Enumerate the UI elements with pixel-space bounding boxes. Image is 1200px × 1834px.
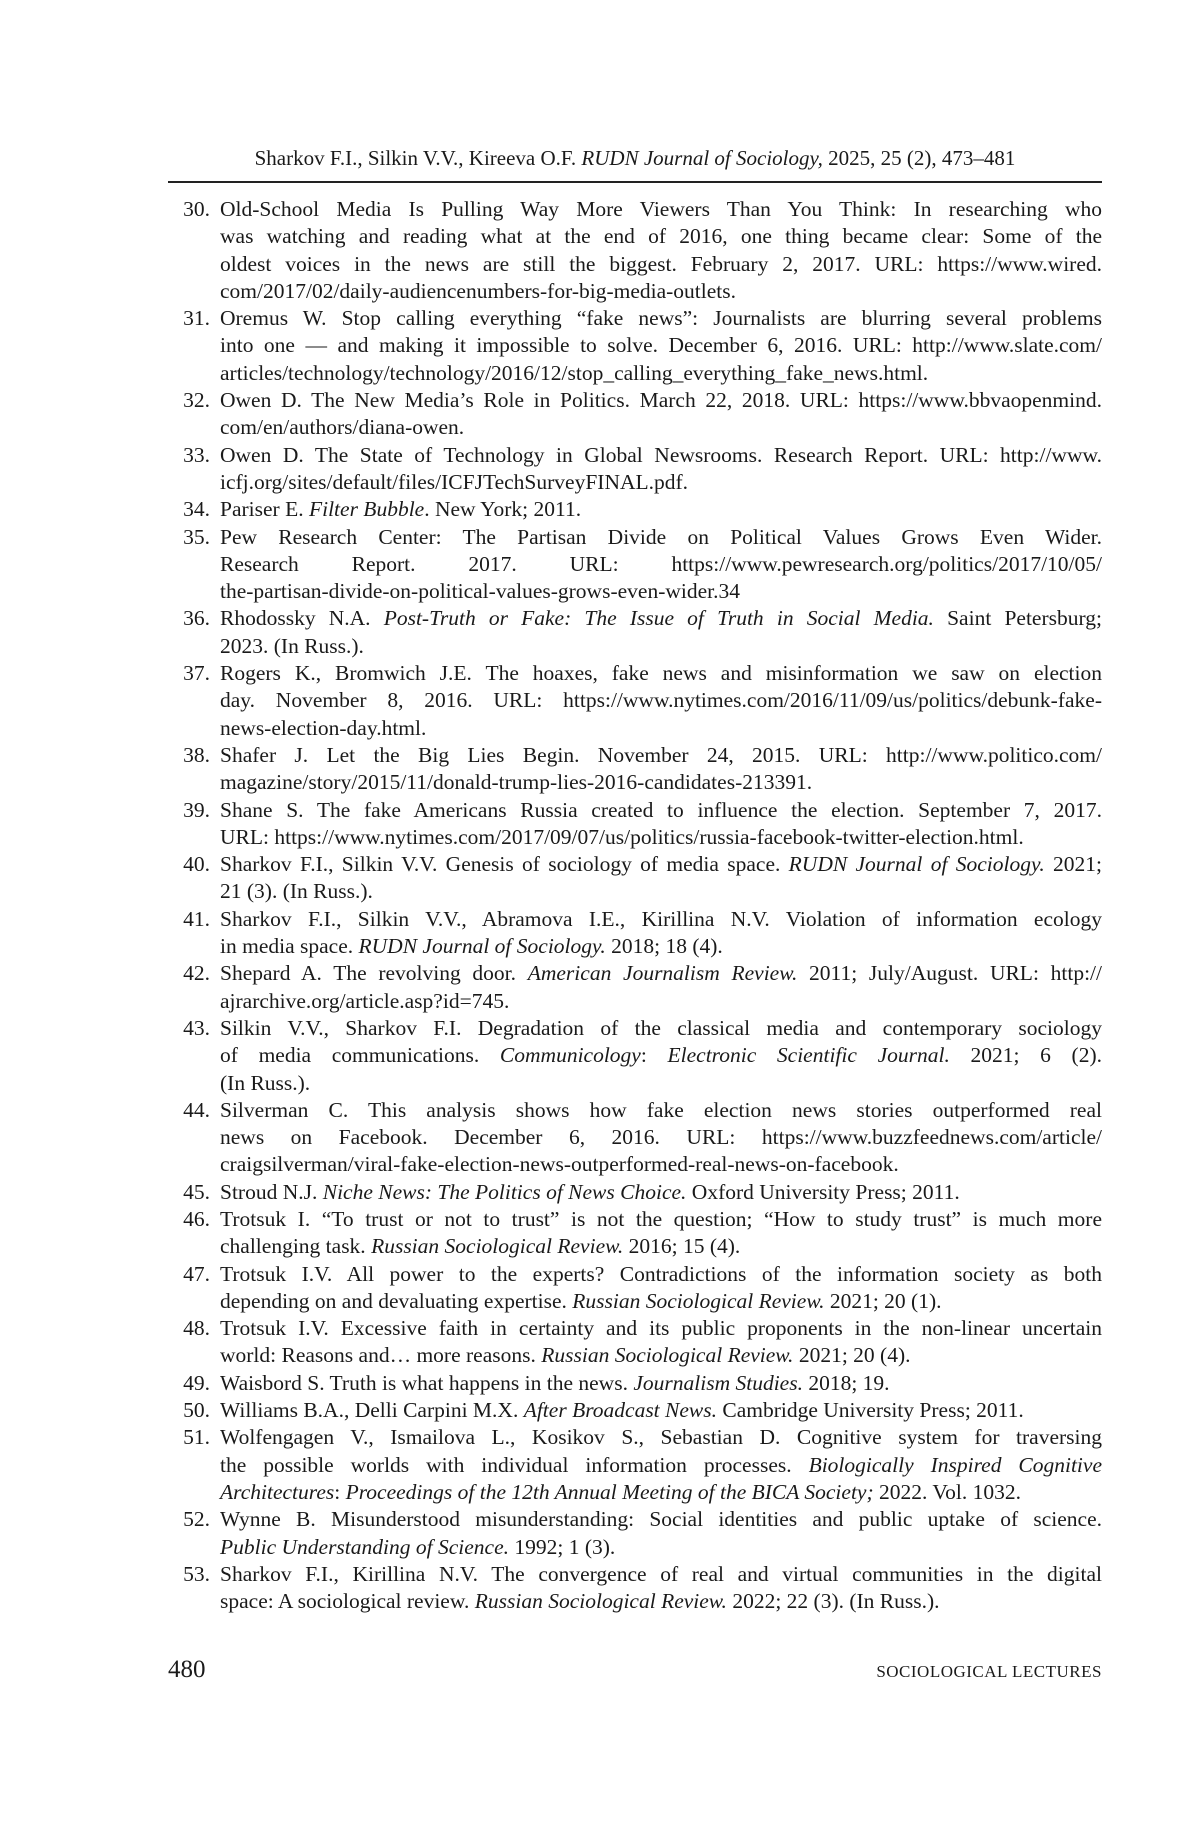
reference-number: 35. [183, 524, 210, 549]
text-segment: Williams B.A., Delli Carpini M.X. [220, 1398, 524, 1423]
reference-item [168, 960, 1102, 1015]
reference-item [168, 1261, 1102, 1316]
text-segment: space: A sociological review. [220, 1589, 475, 1614]
reference-text [220, 387, 1102, 442]
reference-line [220, 1097, 1102, 1124]
reference-text [220, 1179, 1102, 1206]
reference-number: 43. [183, 1015, 210, 1040]
text-segment: : [640, 1043, 668, 1068]
italic-text: Architectures [220, 1479, 335, 1504]
text-segment: Shane S. The fake Americans Russia created to influence the election. September 7, 2017. [220, 797, 1102, 822]
text-segment: news-election-day.html. [220, 715, 427, 740]
line-content [220, 223, 1102, 250]
reference-line [220, 1124, 1102, 1151]
reference-text [220, 442, 1102, 497]
reference-item [168, 387, 1102, 442]
reference-line [220, 1015, 1102, 1042]
reference-line [220, 305, 1102, 332]
text-segment: challenging task. [220, 1234, 372, 1259]
line-content [220, 1042, 1102, 1069]
line-content [220, 360, 928, 387]
text-segment: 2021; 20 (1). [824, 1288, 942, 1313]
text-segment: of media communications. [220, 1043, 500, 1068]
reference-text [220, 797, 1102, 852]
text-segment: 1992; 1 (3). [509, 1534, 616, 1559]
reference-line [220, 1070, 1102, 1097]
reference-line [220, 1506, 1102, 1533]
text-segment: depending on and devaluating expertise. [220, 1288, 573, 1313]
line-content [220, 1561, 1102, 1588]
reference-line [220, 1479, 1102, 1506]
italic-text: Russian Sociological Review. [474, 1589, 727, 1614]
text-segment: Pew Research Center: The Partisan Divide on Political Values Grows Even Wider. [220, 524, 1102, 549]
reference-item [168, 524, 1102, 606]
reference-line [220, 687, 1102, 714]
reference-item [168, 1015, 1102, 1097]
text-segment: 2021; [1044, 852, 1103, 877]
reference-item [168, 1506, 1102, 1561]
text-segment: 2021; 20 (4). [793, 1343, 911, 1368]
running-header [168, 146, 1102, 171]
reference-line [220, 1288, 1102, 1315]
reference-line [220, 442, 1102, 469]
text-segment: 2022; 22 (3). (In Russ.). [726, 1589, 940, 1614]
line-content [220, 1342, 910, 1369]
text-segment: world: Reasons and… more reasons. [220, 1343, 542, 1368]
reference-line [220, 1397, 1102, 1424]
text-segment: icfj.org/sites/default/files/ICFJTechSurveyFINAL.pdf. [220, 469, 689, 494]
text-segment: day. November 8, 2016. URL: https://www.nytimes.com/2016/11/09/us/politics/debunk-fake- [220, 688, 1102, 713]
italic-text: Russian Sociological Review. [572, 1288, 825, 1313]
reference-line [220, 360, 1102, 387]
line-content [220, 878, 373, 905]
line-content [220, 960, 1102, 987]
line-content [220, 906, 1102, 933]
italic-text: American Journalism Review. [527, 961, 798, 986]
italic-text: Niche News: The Politics of News Choice. [322, 1179, 687, 1204]
text-segment: . New York; 2011. [424, 497, 582, 522]
text-segment: was watching and reading what at the end of 2016, one thing became clear: Some of the [220, 224, 1102, 249]
line-content [220, 1233, 740, 1260]
reference-number: 31. [183, 306, 210, 331]
reference-line [220, 660, 1102, 687]
reference-number: 49. [183, 1370, 210, 1395]
header-rule [168, 181, 1102, 183]
reference-number: 36. [183, 606, 210, 631]
reference-text [220, 1206, 1102, 1261]
reference-text [220, 196, 1102, 305]
reference-line [220, 1233, 1102, 1260]
reference-number: 40. [183, 852, 210, 877]
reference-item [168, 496, 1102, 523]
text-segment: magazine/story/2015/11/donald-trump-lies-2016-candidates-213391. [220, 770, 813, 795]
reference-item [168, 1424, 1102, 1506]
reference-number: 52. [183, 1507, 210, 1532]
text-segment: : [334, 1479, 346, 1504]
text-segment: 2023. (In Russ.). [220, 633, 364, 658]
line-content [220, 524, 1102, 551]
italic-text: Proceedings of the 12th Annual Meeting of the BICA Society; [345, 1479, 874, 1504]
italic-text: Electronic Scientific Journal. [667, 1043, 950, 1068]
reference-line [220, 633, 1102, 660]
reference-text [220, 524, 1102, 606]
reference-item [168, 1206, 1102, 1261]
reference-text [220, 906, 1102, 961]
reference-item [168, 1097, 1102, 1179]
line-content [220, 742, 1102, 769]
text-segment: 2011; July/August. URL: http:// [797, 961, 1102, 986]
reference-number: 37. [183, 661, 210, 686]
reference-number: 47. [183, 1261, 210, 1286]
reference-number: 51. [183, 1425, 210, 1450]
reference-line [220, 1261, 1102, 1288]
reference-text [220, 1561, 1102, 1616]
reference-text [220, 605, 1102, 660]
text-segment: URL: https://www.nytimes.com/2017/09/07/us/politics/russia-facebook-twitter-election.html. [220, 824, 1024, 849]
reference-line [220, 223, 1102, 250]
line-content [220, 660, 1102, 687]
italic-text: Filter Bubble [308, 497, 425, 522]
text-segment: in media space. [220, 934, 359, 959]
reference-item [168, 742, 1102, 797]
reference-line [220, 251, 1102, 278]
line-content [220, 1479, 1021, 1506]
line-content [220, 1534, 615, 1561]
text-segment: Stroud N.J. [220, 1179, 323, 1204]
text-segment: Oxford University Press; 2011. [686, 1179, 960, 1204]
text-segment: news on Facebook. December 6, 2016. URL: https://www.buzzfeednews.com/article/ [220, 1125, 1102, 1150]
text-segment: ajrarchive.org/article.asp?id=745. [220, 988, 510, 1013]
italic-text: Communicology [499, 1043, 641, 1068]
text-segment: Silverman C. This analysis shows how fake election news stories outperformed real [220, 1097, 1102, 1122]
reference-line [220, 988, 1102, 1015]
reference-line [220, 1452, 1102, 1479]
reference-number: 38. [183, 742, 210, 767]
text-segment: craigsilverman/viral-fake-election-news-outperformed-real-news-on-facebook. [220, 1152, 899, 1177]
line-content [220, 387, 1102, 414]
reference-line [220, 196, 1102, 223]
text-segment: the-partisan-divide-on-political-values-grows-even-wider.34 [220, 579, 740, 604]
text-segment: Cambridge University Press; 2011. [717, 1398, 1024, 1423]
text-segment: Oremus W. Stop calling everything “fake news”: Journalists are blurring several problems [220, 306, 1102, 331]
reference-item [168, 305, 1102, 387]
line-content [220, 551, 1102, 578]
reference-number: 34. [183, 497, 210, 522]
line-content [220, 1370, 890, 1397]
text-segment: 2016; 15 (4). [623, 1234, 741, 1259]
reference-line [220, 578, 1102, 605]
line-content [220, 633, 364, 660]
italic-text: Journalism Studies. [633, 1370, 803, 1395]
line-content [220, 442, 1102, 469]
reference-number: 45. [183, 1179, 210, 1204]
reference-text [220, 1370, 1102, 1397]
italic-text: After Broadcast News. [523, 1398, 717, 1423]
line-content [220, 988, 509, 1015]
line-content [220, 1397, 1024, 1424]
line-content [220, 1124, 1102, 1151]
reference-line [220, 278, 1102, 305]
text-segment: Rhodossky N.A. [220, 606, 384, 631]
line-content [220, 305, 1102, 332]
text-segment: (In Russ.). [220, 1070, 311, 1095]
reference-line [220, 1315, 1102, 1342]
text-segment: com/en/authors/diana-owen. [220, 415, 465, 440]
reference-item [168, 851, 1102, 906]
reference-item [168, 906, 1102, 961]
line-content [220, 1179, 960, 1206]
line-content [220, 1315, 1102, 1342]
line-content [220, 605, 1102, 632]
line-content [220, 797, 1102, 824]
italic-text: Russian Sociological Review. [541, 1343, 794, 1368]
page-number: 480 [168, 1656, 206, 1683]
text-segment: Research Report. 2017. URL: https://www.pewresearch.org/politics/2017/10/05/ [220, 551, 1102, 576]
reference-item [168, 1315, 1102, 1370]
reference-text [220, 1506, 1102, 1561]
text-segment: Waisbord S. Truth is what happens in the news. [220, 1370, 634, 1395]
reference-number: 33. [183, 442, 210, 467]
reference-item [168, 1397, 1102, 1424]
reference-text [220, 1261, 1102, 1316]
reference-line [220, 332, 1102, 359]
italic-text: Post-Truth or Fake: The Issue of Truth in Social Media. [383, 606, 934, 631]
text-segment: Pariser E. [220, 497, 309, 522]
text-segment: Silkin V.V., Sharkov F.I. Degradation of the classical media and contemporary sociology [220, 1015, 1102, 1040]
text-segment: 2018; 19. [802, 1370, 890, 1395]
line-content [220, 1206, 1102, 1233]
text-segment: Rogers K., Bromwich J.E. The hoaxes, fake news and misinformation we saw on election [220, 661, 1102, 686]
reference-line [220, 387, 1102, 414]
reference-text [220, 1015, 1102, 1097]
reference-line [220, 906, 1102, 933]
line-content [220, 251, 1102, 278]
reference-line [220, 1561, 1102, 1588]
text-segment: Saint Petersburg; [933, 606, 1102, 631]
reference-line [220, 1206, 1102, 1233]
text-segment: 2021; 6 (2). [949, 1043, 1102, 1068]
reference-number: 44. [183, 1097, 210, 1122]
italic-text: Public Understanding of Science. [220, 1534, 509, 1559]
reference-line [220, 524, 1102, 551]
reference-item [168, 660, 1102, 742]
line-content [220, 469, 688, 496]
text-segment: Sharkov F.I., Silkin V.V., Kireeva O.F. [254, 146, 582, 170]
reference-number: 32. [183, 388, 210, 413]
reference-line [220, 1588, 1102, 1615]
text-segment: oldest voices in the news are still the biggest. February 2, 2017. URL: https://www.wired. [220, 251, 1102, 276]
line-content [220, 687, 1102, 714]
italic-text: RUDN Journal of Sociology, [581, 146, 823, 170]
reference-line [220, 1179, 1102, 1206]
reference-item [168, 1561, 1102, 1616]
reference-text [220, 305, 1102, 387]
line-content [220, 496, 581, 523]
reference-number: 53. [183, 1561, 210, 1586]
reference-number: 39. [183, 797, 210, 822]
line-content [220, 1151, 899, 1178]
reference-line [220, 824, 1102, 851]
reference-item [168, 605, 1102, 660]
reference-item [168, 442, 1102, 497]
line-content [220, 414, 464, 441]
text-segment: Old-School Media Is Pulling Way More Viewers Than You Think: In researching who [220, 197, 1102, 221]
reference-number: 30. [183, 197, 210, 221]
text-segment: 2025, 25 (2), 473–481 [822, 146, 1016, 170]
text-segment: Shepard A. The revolving door. [220, 961, 528, 986]
text-segment: Sharkov F.I., Silkin V.V., Abramova I.E., Kirillina N.V. Violation of information ecology [220, 906, 1102, 931]
reference-number: 50. [183, 1398, 210, 1423]
text-segment: Sharkov F.I., Kirillina N.V. The convergence of real and virtual communities in the digital [220, 1561, 1102, 1586]
italic-text: RUDN Journal of Sociology. [358, 934, 606, 959]
section-title: SOCIOLOGICAL LECTURES [876, 1662, 1102, 1681]
reference-line [220, 1534, 1102, 1561]
line-content [220, 578, 740, 605]
line-content [220, 332, 1102, 359]
text-segment: 21 (3). (In Russ.). [220, 879, 373, 904]
line-content [220, 278, 736, 305]
reference-line [220, 878, 1102, 905]
line-content [220, 1588, 940, 1615]
italic-text: RUDN Journal of Sociology. [788, 852, 1045, 877]
text-segment: Trotsuk I.V. All power to the experts? Contradictions of the information society as both [220, 1261, 1102, 1286]
reference-line [220, 742, 1102, 769]
reference-item [168, 196, 1102, 305]
reference-line [220, 551, 1102, 578]
reference-item [168, 1179, 1102, 1206]
reference-line [220, 605, 1102, 632]
text-segment: Wolfengagen V., Ismailova L., Kosikov S., Sebastian D. Cognitive system for traversing [220, 1425, 1102, 1450]
reference-line [220, 769, 1102, 796]
reference-line [220, 1151, 1102, 1178]
line-content [220, 196, 1102, 223]
line-content [220, 851, 1102, 878]
line-content [220, 769, 812, 796]
reference-line [220, 797, 1102, 824]
line-content [220, 824, 1024, 851]
line-content [220, 1288, 942, 1315]
text-segment: 2022. Vol. 1032. [873, 1479, 1021, 1504]
line-content [220, 933, 723, 960]
text-segment: 2018; 18 (4). [605, 934, 723, 959]
reference-number: 48. [183, 1316, 210, 1341]
reference-item [168, 1370, 1102, 1397]
reference-text [220, 660, 1102, 742]
reference-line [220, 469, 1102, 496]
reference-line [220, 933, 1102, 960]
text-segment: com/2017/02/daily-audiencenumbers-for-big-media-outlets. [220, 278, 737, 303]
text-segment: articles/technology/technology/2016/12/stop_calling_everything_fake_news.html. [220, 360, 929, 385]
line-content [220, 1424, 1102, 1451]
reference-text [220, 742, 1102, 797]
reference-number: 42. [183, 961, 210, 986]
text-segment: Trotsuk I.V. Excessive faith in certainty and its public proponents in the non-linear uncertain [220, 1316, 1102, 1341]
reference-list [168, 196, 1102, 1615]
line-content [220, 1097, 1102, 1124]
text-segment: the possible worlds with individual information processes. [220, 1452, 809, 1477]
reference-text [220, 1097, 1102, 1179]
reference-text [220, 496, 1102, 523]
reference-item [168, 797, 1102, 852]
reference-text [220, 851, 1102, 906]
reference-number: 46. [183, 1206, 210, 1231]
reference-line [220, 1342, 1102, 1369]
text-segment: Owen D. The State of Technology in Global Newsrooms. Research Report. URL: http://www. [220, 442, 1102, 467]
reference-line [220, 414, 1102, 441]
italic-text: Russian Sociological Review. [371, 1234, 624, 1259]
italic-text: Biologically Inspired Cognitive [808, 1452, 1102, 1477]
reference-number: 41. [183, 906, 210, 931]
reference-line [220, 1424, 1102, 1451]
text-segment: Sharkov F.I., Silkin V.V. Genesis of sociology of media space. [220, 852, 789, 877]
line-content [220, 1070, 310, 1097]
line-content [220, 1506, 1102, 1533]
text-segment: Trotsuk I. “To trust or not to trust” is not the question; “How to study trust” is much more [220, 1206, 1102, 1231]
reference-text [220, 1424, 1102, 1506]
reference-line [220, 1370, 1102, 1397]
reference-text [220, 960, 1102, 1015]
reference-line [220, 1042, 1102, 1069]
line-content [220, 1261, 1102, 1288]
line-content [220, 1015, 1102, 1042]
text-segment: Owen D. The New Media’s Role in Politics. March 22, 2018. URL: https://www.bbvaopenmind. [220, 388, 1102, 413]
text-segment: into one — and making it impossible to solve. December 6, 2016. URL: http://www.slate.com/ [220, 333, 1102, 358]
line-content [220, 715, 426, 742]
reference-text [220, 1315, 1102, 1370]
reference-line [220, 496, 1102, 523]
reference-line [220, 960, 1102, 987]
reference-line [220, 715, 1102, 742]
reference-text [220, 1397, 1102, 1424]
text-segment: Shafer J. Let the Big Lies Begin. November 24, 2015. URL: http://www.politico.com/ [220, 742, 1102, 767]
line-content [220, 1452, 1102, 1479]
text-segment: Wynne B. Misunderstood misunderstanding: Social identities and public uptake of science. [220, 1507, 1102, 1532]
reference-line [220, 851, 1102, 878]
